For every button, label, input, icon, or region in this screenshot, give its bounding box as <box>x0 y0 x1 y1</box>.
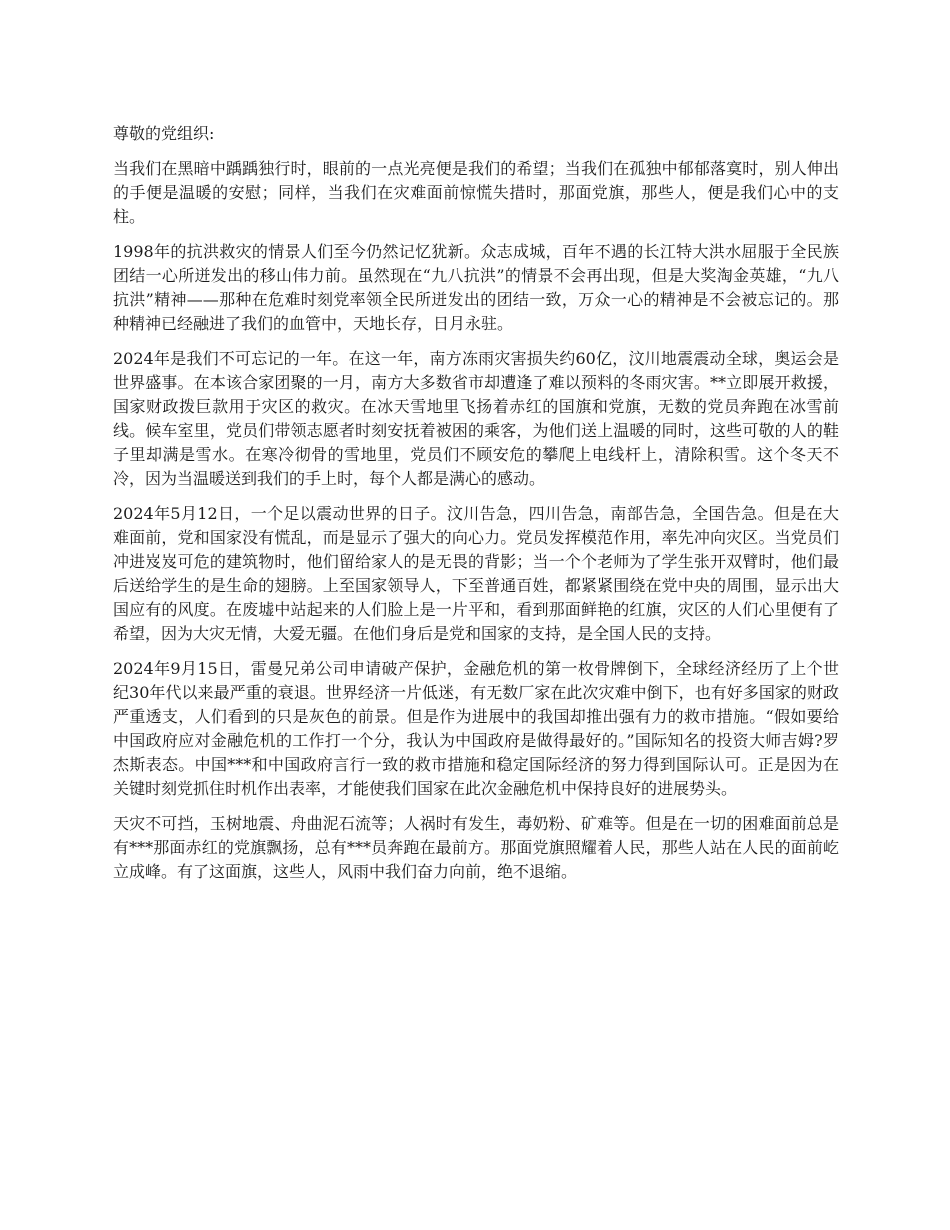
paragraph-6: 天灾不可挡，玉树地震、舟曲泥石流等；人祸时有发生，毒奶粉、矿难等。但是在一切的困难面前总是有***那面赤红的党旗飘扬，总有***员奔跑在最前方。那面党旗照耀着人民，那些人站在人民的面前屹立成峰。有了这面旗，这些人，风雨中我们奋力向前，绝不退缩。 <box>113 814 839 881</box>
paragraph-5: 2024年9月15日，雷曼兄弟公司申请破产保护，金融危机的第一枚骨牌倒下，全球经济经历了上个世纪30年代以来最严重的衰退。世界经济一片低迷，有无数厂家在此次灾难中倒下，也有好多国家的财政严重透支，人们看到的只是灰色的前景。但是作为进展中的我国却推出强有力的救市措施。“假如要给中国政府应对金融危机的工作打一个分，我认为中国政府是做得最好的。”国际知名的投资大师吉姆?罗杰斯表态。中国***和中国政府言行一致的救市措施和稳定国际经济的努力得到国际认可。正是因为在关键时刻党抓住时机作出表率，才能使我们国家在此次金融危机中保持良好的进展势头。 <box>113 659 839 798</box>
salutation: 尊敬的党组织: <box>113 124 215 143</box>
paragraph-1: 当我们在黑暗中踽踽独行时，眼前的一点光亮便是我们的希望；当我们在孤独中郁郁落寞时，别人伸出的手便是温暖的安慰；同样，当我们在灾难面前惊慌失措时，那面党旗，那些人，便是我们心中的支柱。 <box>113 159 839 226</box>
paragraph-3: 2024年是我们不可忘记的一年。在这一年，南方冻雨灾害损失约60亿，汶川地震震动全球，奥运会是世界盛事。在本该合家团聚的一月，南方大多数省市却遭逢了难以预料的冬雨灾害。**立即展开救援，国家财政拨巨款用于灾区的救灾。在冰天雪地里飞扬着赤红的国旗和党旗，无数的党员奔跑在冰雪前线。候车室里，党员们带领志愿者时刻安抚着被困的乘客，为他们送上温暖的同时，这些可敬的人的鞋子里却满是雪水。在寒冷彻骨的雪地里，党员们不顾安危的攀爬上电线杆上，清除积雪。这个冬天不冷，因为当温暖送到我们的手上时，每个人都是满心的感动。 <box>113 349 839 488</box>
paragraph-4: 2024年5月12日，一个足以震动世界的日子。汶川告急，四川告急，南部告急，全国告急。但是在大难面前，党和国家没有慌乱，而是显示了强大的向心力。党员发挥模范作用，率先冲向灾区。当党员们冲进岌岌可危的建筑物时，他们留给家人的是无畏的背影；当一个个老师为了学生张开双臂时，他们最后送给学生的是生命的翅膀。上至国家领导人，下至普通百姓，都紧紧围绕在党中央的周围，显示出大国应有的风度。在废墟中站起来的人们脸上是一片平和，看到那面鲜艳的红旗，灾区的人们心里便有了希望，因为大灾无情，大爱无疆。在他们身后是党和国家的支持，是全国人民的支持。 <box>113 504 839 643</box>
paragraph-2: 1998年的抗洪救灾的情景人们至今仍然记忆犹新。众志成城，百年不遇的长江特大洪水屈服于全民族团结一心所迸发出的移山伟力前。虽然现在“九八抗洪”的情景不会再出现，但是大奖淘金英雄，“九八抗洪”精神——那种在危难时刻党率领全民所迸发出的团结一致，万众一心的精神是不会被忘记的。那种精神已经融进了我们的血管中，天地长存，日月永驻。 <box>113 242 839 333</box>
letter-body <box>113 122 839 895</box>
